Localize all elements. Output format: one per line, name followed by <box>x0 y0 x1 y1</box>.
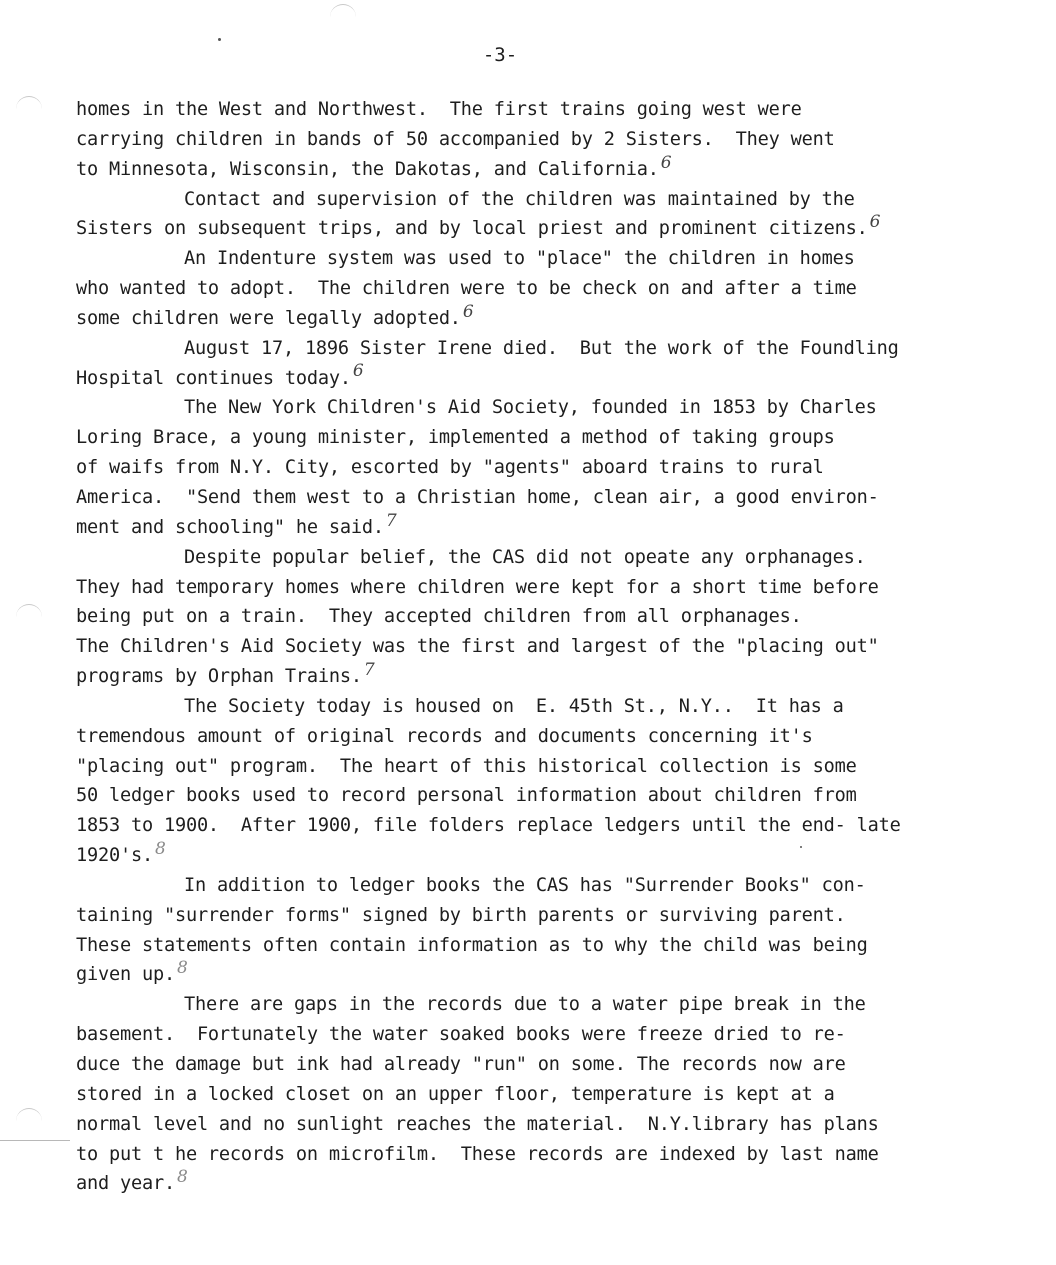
text-line <box>76 393 981 423</box>
text-line <box>76 838 981 871</box>
text-line-content: The New York Children's Aid Society, founded in 1853 by Charles <box>184 397 877 419</box>
text-line <box>76 125 981 155</box>
handwritten-footnote-number: 8 <box>176 1167 188 1188</box>
text-line-content: These statements often contain information as to why the child was being <box>76 934 868 956</box>
text-line <box>76 692 981 722</box>
handwritten-footnote-number: 7 <box>385 510 397 531</box>
text-line-content: programs by Orphan Trains. <box>76 666 362 688</box>
handwritten-footnote-number: 6 <box>869 212 881 233</box>
text-line-content: 50 ledger books used to record personal information about children from <box>76 785 857 807</box>
text-line <box>76 244 981 274</box>
text-line <box>76 334 981 364</box>
handwritten-footnote-number: 6 <box>462 301 474 322</box>
handwritten-footnote-number: 8 <box>176 958 188 979</box>
margin-line-mark <box>0 1140 70 1141</box>
text-line-content: America. "Send them west to a Christian home, clean air, a good environ- <box>76 486 879 508</box>
text-line-content: duce the damage but ink had already "run" on some. The records now are <box>76 1054 846 1075</box>
text-line-content: Contact and supervision of the children was maintained by the <box>184 188 855 210</box>
text-line-content: They had temporary homes where children were kept for a short time before <box>76 576 879 598</box>
text-line-content: to Minnesota, Wisconsin, the Dakotas, and California. <box>76 158 659 180</box>
text-line <box>76 1080 981 1110</box>
text-line <box>76 811 981 841</box>
ink-speck <box>218 38 221 41</box>
text-line <box>76 1110 981 1140</box>
text-line-content: basement. Fortunately the water soaked books were freeze dried to re- <box>76 1024 846 1046</box>
text-line-content: August 17, 1896 Sister Irene died. But the work of the Foundling <box>184 337 899 359</box>
text-line-content: In addition to ledger books the CAS has "Surrender Books" con- <box>184 874 866 896</box>
text-line-content: ment and schooling" he said. <box>76 516 384 538</box>
text-line <box>76 632 981 662</box>
text-line-content: There are gaps in the records due to a water pipe break in the <box>184 994 866 1016</box>
text-line-content: Hospital continues today. <box>76 367 351 389</box>
text-line <box>76 602 981 632</box>
text-line <box>76 423 981 453</box>
text-line <box>76 573 981 603</box>
hole-punch-mark <box>16 604 42 617</box>
text-line <box>76 781 981 811</box>
text-line-content: carrying children in bands of 50 accompanied by 2 Sisters. They went <box>76 128 835 150</box>
text-line-content: The Society today is housed on E. 45th St., N.Y.. It has a <box>184 695 844 717</box>
handwritten-footnote-number: 6 <box>352 361 364 382</box>
text-line-content: and year. <box>76 1173 175 1195</box>
text-line-content: Loring Brace, a young minister, implemented a method of taking groups <box>76 427 835 449</box>
hole-punch-mark <box>16 1108 42 1121</box>
text-line <box>76 990 981 1020</box>
handwritten-footnote-number: 6 <box>660 152 672 173</box>
text-line <box>76 510 981 543</box>
hole-punch-mark <box>330 4 356 17</box>
text-line-content: of waifs from N.Y. City, escorted by "agents" aboard trains to rural <box>76 457 824 479</box>
text-line-content: An Indenture system was used to "place" the children in homes <box>184 248 855 270</box>
page-number: -3- <box>482 44 518 66</box>
text-line-content: to put t he records on microfilm. These records are indexed by last name <box>76 1143 879 1165</box>
text-line-content: some children were legally adopted. <box>76 307 461 329</box>
text-line <box>76 301 981 334</box>
text-line <box>76 722 981 752</box>
text-line <box>76 274 981 304</box>
text-line <box>76 185 981 215</box>
text-line-content: who wanted to adopt. The children were to be check on and after a time <box>76 278 857 300</box>
text-line-content: 1853 to 1900. After 1900, file folders replace ledgers until the end- late <box>76 815 901 837</box>
text-line <box>76 1140 981 1170</box>
text-line-content: homes in the West and Northwest. The first trains going west were <box>76 99 802 120</box>
text-line <box>76 1050 981 1080</box>
text-line <box>76 361 981 394</box>
text-line <box>76 960 981 990</box>
text-line <box>76 1020 981 1050</box>
text-line-content: given up. <box>76 964 175 986</box>
hole-punch-mark <box>16 96 42 109</box>
text-line <box>76 752 981 782</box>
text-line-content: tremendous amount of original records and documents concerning it's <box>76 725 813 747</box>
text-line <box>76 931 981 961</box>
text-line <box>76 95 981 125</box>
text-line-content: stored in a locked closet on an upper floor, temperature is kept at a <box>76 1083 835 1105</box>
text-line <box>76 453 981 483</box>
text-line <box>76 152 981 185</box>
typed-text-body <box>76 95 981 1199</box>
text-line <box>76 214 981 244</box>
text-line <box>76 1169 981 1199</box>
handwritten-footnote-number: 8 <box>154 838 166 859</box>
text-line-content: "placing out" program. The heart of this historical collection is some <box>76 755 857 777</box>
text-line-content: Despite popular belief, the CAS did not opeate any orphanages. <box>184 546 866 568</box>
text-line <box>76 483 981 513</box>
text-line <box>76 901 981 931</box>
handwritten-footnote-number: 7 <box>363 659 375 680</box>
text-line <box>76 543 981 573</box>
text-line-content: 1920's. <box>76 845 153 867</box>
text-line-content: being put on a train. They accepted children from all orphanages. <box>76 606 802 628</box>
text-line-content: Sisters on subsequent trips, and by local priest and prominent citizens. <box>76 218 868 240</box>
text-line-content: normal level and no sunlight reaches the material. N.Y.library has plans <box>76 1113 879 1135</box>
text-line-content: The Children's Aid Society was the first and largest of the "placing out" <box>76 636 879 658</box>
text-line <box>76 659 981 692</box>
text-line-content: taining "surrender forms" signed by birth parents or surviving parent. <box>76 904 846 926</box>
text-line <box>76 871 981 901</box>
